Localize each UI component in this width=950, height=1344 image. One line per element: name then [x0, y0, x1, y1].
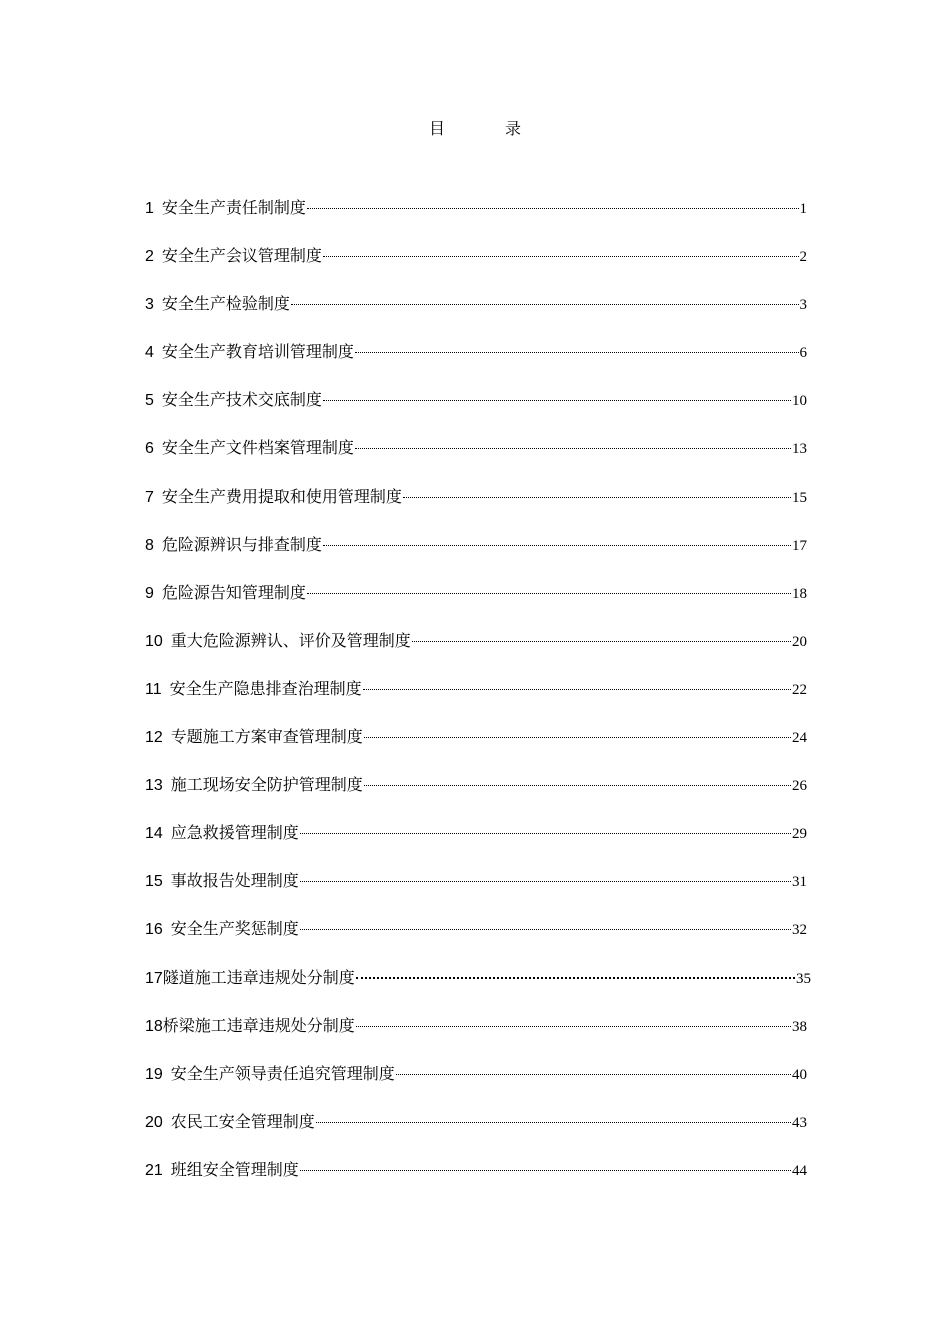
- toc-dot-leader: [300, 881, 791, 882]
- toc-entry[interactable]: [145, 289, 807, 337]
- toc-entry-number: 20: [145, 1113, 163, 1131]
- toc-page-number: 2: [799, 249, 807, 266]
- toc-page-number: 1: [799, 201, 807, 217]
- toc-entry-title: 安全生产会议管理制度: [161, 246, 322, 266]
- toc-entry-number: 19: [145, 1065, 163, 1083]
- toc-entry-number: 14: [145, 825, 163, 843]
- toc-entry[interactable]: [145, 866, 807, 914]
- toc-dot-leader: [323, 256, 799, 257]
- toc-entry-number: 4: [145, 344, 154, 362]
- toc-page-number: 43: [792, 1114, 807, 1131]
- toc-entry-title: 农民工安全管理制度: [170, 1111, 315, 1131]
- toc-dot-leader: [356, 1026, 791, 1027]
- toc-entry[interactable]: [145, 530, 807, 578]
- toc-dot-leader: [364, 737, 791, 738]
- toc-entry-title: 安全生产教育培训管理制度: [161, 342, 354, 362]
- toc-entry-title: 隧道施工违章违规处分制度: [162, 967, 355, 987]
- toc-entry[interactable]: [145, 433, 807, 481]
- toc-page-number: 15: [792, 489, 807, 506]
- toc-dot-leader: [300, 929, 791, 930]
- toc-entry-title: 专题施工方案审查管理制度: [170, 727, 363, 747]
- toc-entry[interactable]: [145, 241, 807, 289]
- toc-entry-number: 6: [145, 440, 154, 458]
- toc-entry-number: 12: [145, 729, 163, 747]
- toc-entry-number: 5: [145, 392, 154, 410]
- toc-page-number: 32: [792, 922, 807, 939]
- toc-entry[interactable]: [145, 626, 807, 674]
- toc-entry[interactable]: [145, 1155, 807, 1203]
- toc-entry-number: 21: [145, 1161, 163, 1179]
- toc-entry-title: 安全生产奖惩制度: [170, 919, 299, 939]
- toc-entry-title: 安全生产领导责任追究管理制度: [170, 1063, 395, 1083]
- toc-entry-title: 安全生产文件档案管理制度: [161, 438, 354, 458]
- toc-entry[interactable]: [145, 1011, 807, 1059]
- toc-entry-title: 危险源辨识与排查制度: [161, 534, 322, 554]
- toc-dot-leader: [323, 545, 791, 546]
- toc-entry-number: 9: [145, 584, 154, 602]
- toc-entry-title: 桥梁施工违章违规处分制度: [162, 1015, 355, 1035]
- table-of-contents: [145, 193, 811, 1203]
- toc-entry[interactable]: [145, 722, 807, 770]
- toc-entry-title: 安全生产隐患排查治理制度: [169, 678, 362, 698]
- toc-entry[interactable]: [145, 482, 807, 530]
- toc-entry-title: 事故报告处理制度: [170, 871, 299, 891]
- toc-dot-leader: [412, 641, 791, 642]
- toc-page-number: 40: [792, 1066, 807, 1083]
- toc-dot-leader: [323, 400, 791, 401]
- toc-entry[interactable]: [145, 914, 807, 962]
- toc-entry-title: 安全生产费用提取和使用管理制度: [161, 486, 402, 506]
- toc-entry-number: 3: [145, 296, 154, 314]
- toc-entry-title: 班组安全管理制度: [170, 1159, 299, 1179]
- toc-page-number: 13: [792, 441, 807, 458]
- page-title: 目 录: [428, 119, 543, 138]
- toc-dot-leader: [355, 448, 791, 449]
- toc-entry-number: 16: [145, 921, 163, 939]
- toc-entry-number: 15: [145, 873, 163, 891]
- toc-dot-leader: [300, 1170, 791, 1171]
- toc-entry[interactable]: [145, 578, 807, 626]
- toc-page-number: 3: [799, 297, 807, 314]
- toc-entry-title: 安全生产责任制制度: [161, 198, 306, 217]
- toc-page-number: 35: [796, 970, 811, 987]
- toc-dot-leader: [364, 785, 791, 786]
- toc-dot-leader: [403, 497, 791, 498]
- toc-entry[interactable]: [145, 770, 807, 818]
- toc-entry-number: 13: [145, 777, 163, 795]
- toc-entry[interactable]: [145, 963, 811, 1011]
- toc-entry-number: 10: [145, 632, 163, 650]
- toc-entry[interactable]: [145, 193, 807, 241]
- toc-page-number: 17: [792, 537, 807, 554]
- toc-dot-leader: [291, 304, 799, 305]
- toc-entry[interactable]: [145, 1059, 807, 1107]
- toc-entry-number: 1: [145, 200, 154, 217]
- toc-page-number: 38: [792, 1018, 807, 1035]
- toc-entry-title: 应急救援管理制度: [170, 823, 299, 843]
- toc-page-number: 29: [792, 826, 807, 843]
- toc-dot-leader: [363, 689, 791, 690]
- toc-page-number: 26: [792, 778, 807, 795]
- toc-page-number: 22: [792, 681, 807, 698]
- toc-page-number: 31: [792, 874, 807, 891]
- toc-entry[interactable]: [145, 818, 807, 866]
- toc-entry-number: 2: [145, 248, 154, 266]
- toc-entry-title: 重大危险源辨认、评价及管理制度: [170, 630, 411, 650]
- toc-page-number: 6: [799, 345, 807, 362]
- toc-entry[interactable]: [145, 337, 807, 385]
- toc-entry-title: 危险源告知管理制度: [161, 582, 306, 602]
- toc-entry[interactable]: [145, 385, 807, 433]
- toc-dot-leader: [396, 1074, 791, 1075]
- toc-page-number: 24: [792, 730, 807, 747]
- toc-dot-leader: [307, 593, 791, 594]
- toc-entry-number: 8: [145, 536, 154, 554]
- toc-entry-title: 安全生产技术交底制度: [161, 390, 322, 410]
- toc-entry-title: 安全生产检验制度: [161, 294, 290, 314]
- toc-dot-leader: [300, 833, 791, 834]
- toc-entry[interactable]: [145, 674, 807, 722]
- toc-page-number: 44: [792, 1162, 807, 1179]
- toc-page-number: 18: [792, 585, 807, 602]
- toc-entry[interactable]: [145, 1107, 807, 1155]
- toc-dot-leader: [316, 1122, 791, 1123]
- toc-entry-title: 施工现场安全防护管理制度: [170, 775, 363, 795]
- toc-entry-number: 17: [145, 969, 163, 987]
- toc-dot-leader: [356, 977, 795, 979]
- toc-entry-number: 7: [145, 488, 154, 506]
- toc-entry-number: 11: [145, 680, 162, 698]
- toc-dot-leader: [307, 208, 799, 209]
- toc-dot-leader: [355, 352, 799, 353]
- toc-page-number: 10: [792, 393, 807, 410]
- toc-entry-number: 18: [145, 1017, 163, 1035]
- toc-page-number: 20: [792, 633, 807, 650]
